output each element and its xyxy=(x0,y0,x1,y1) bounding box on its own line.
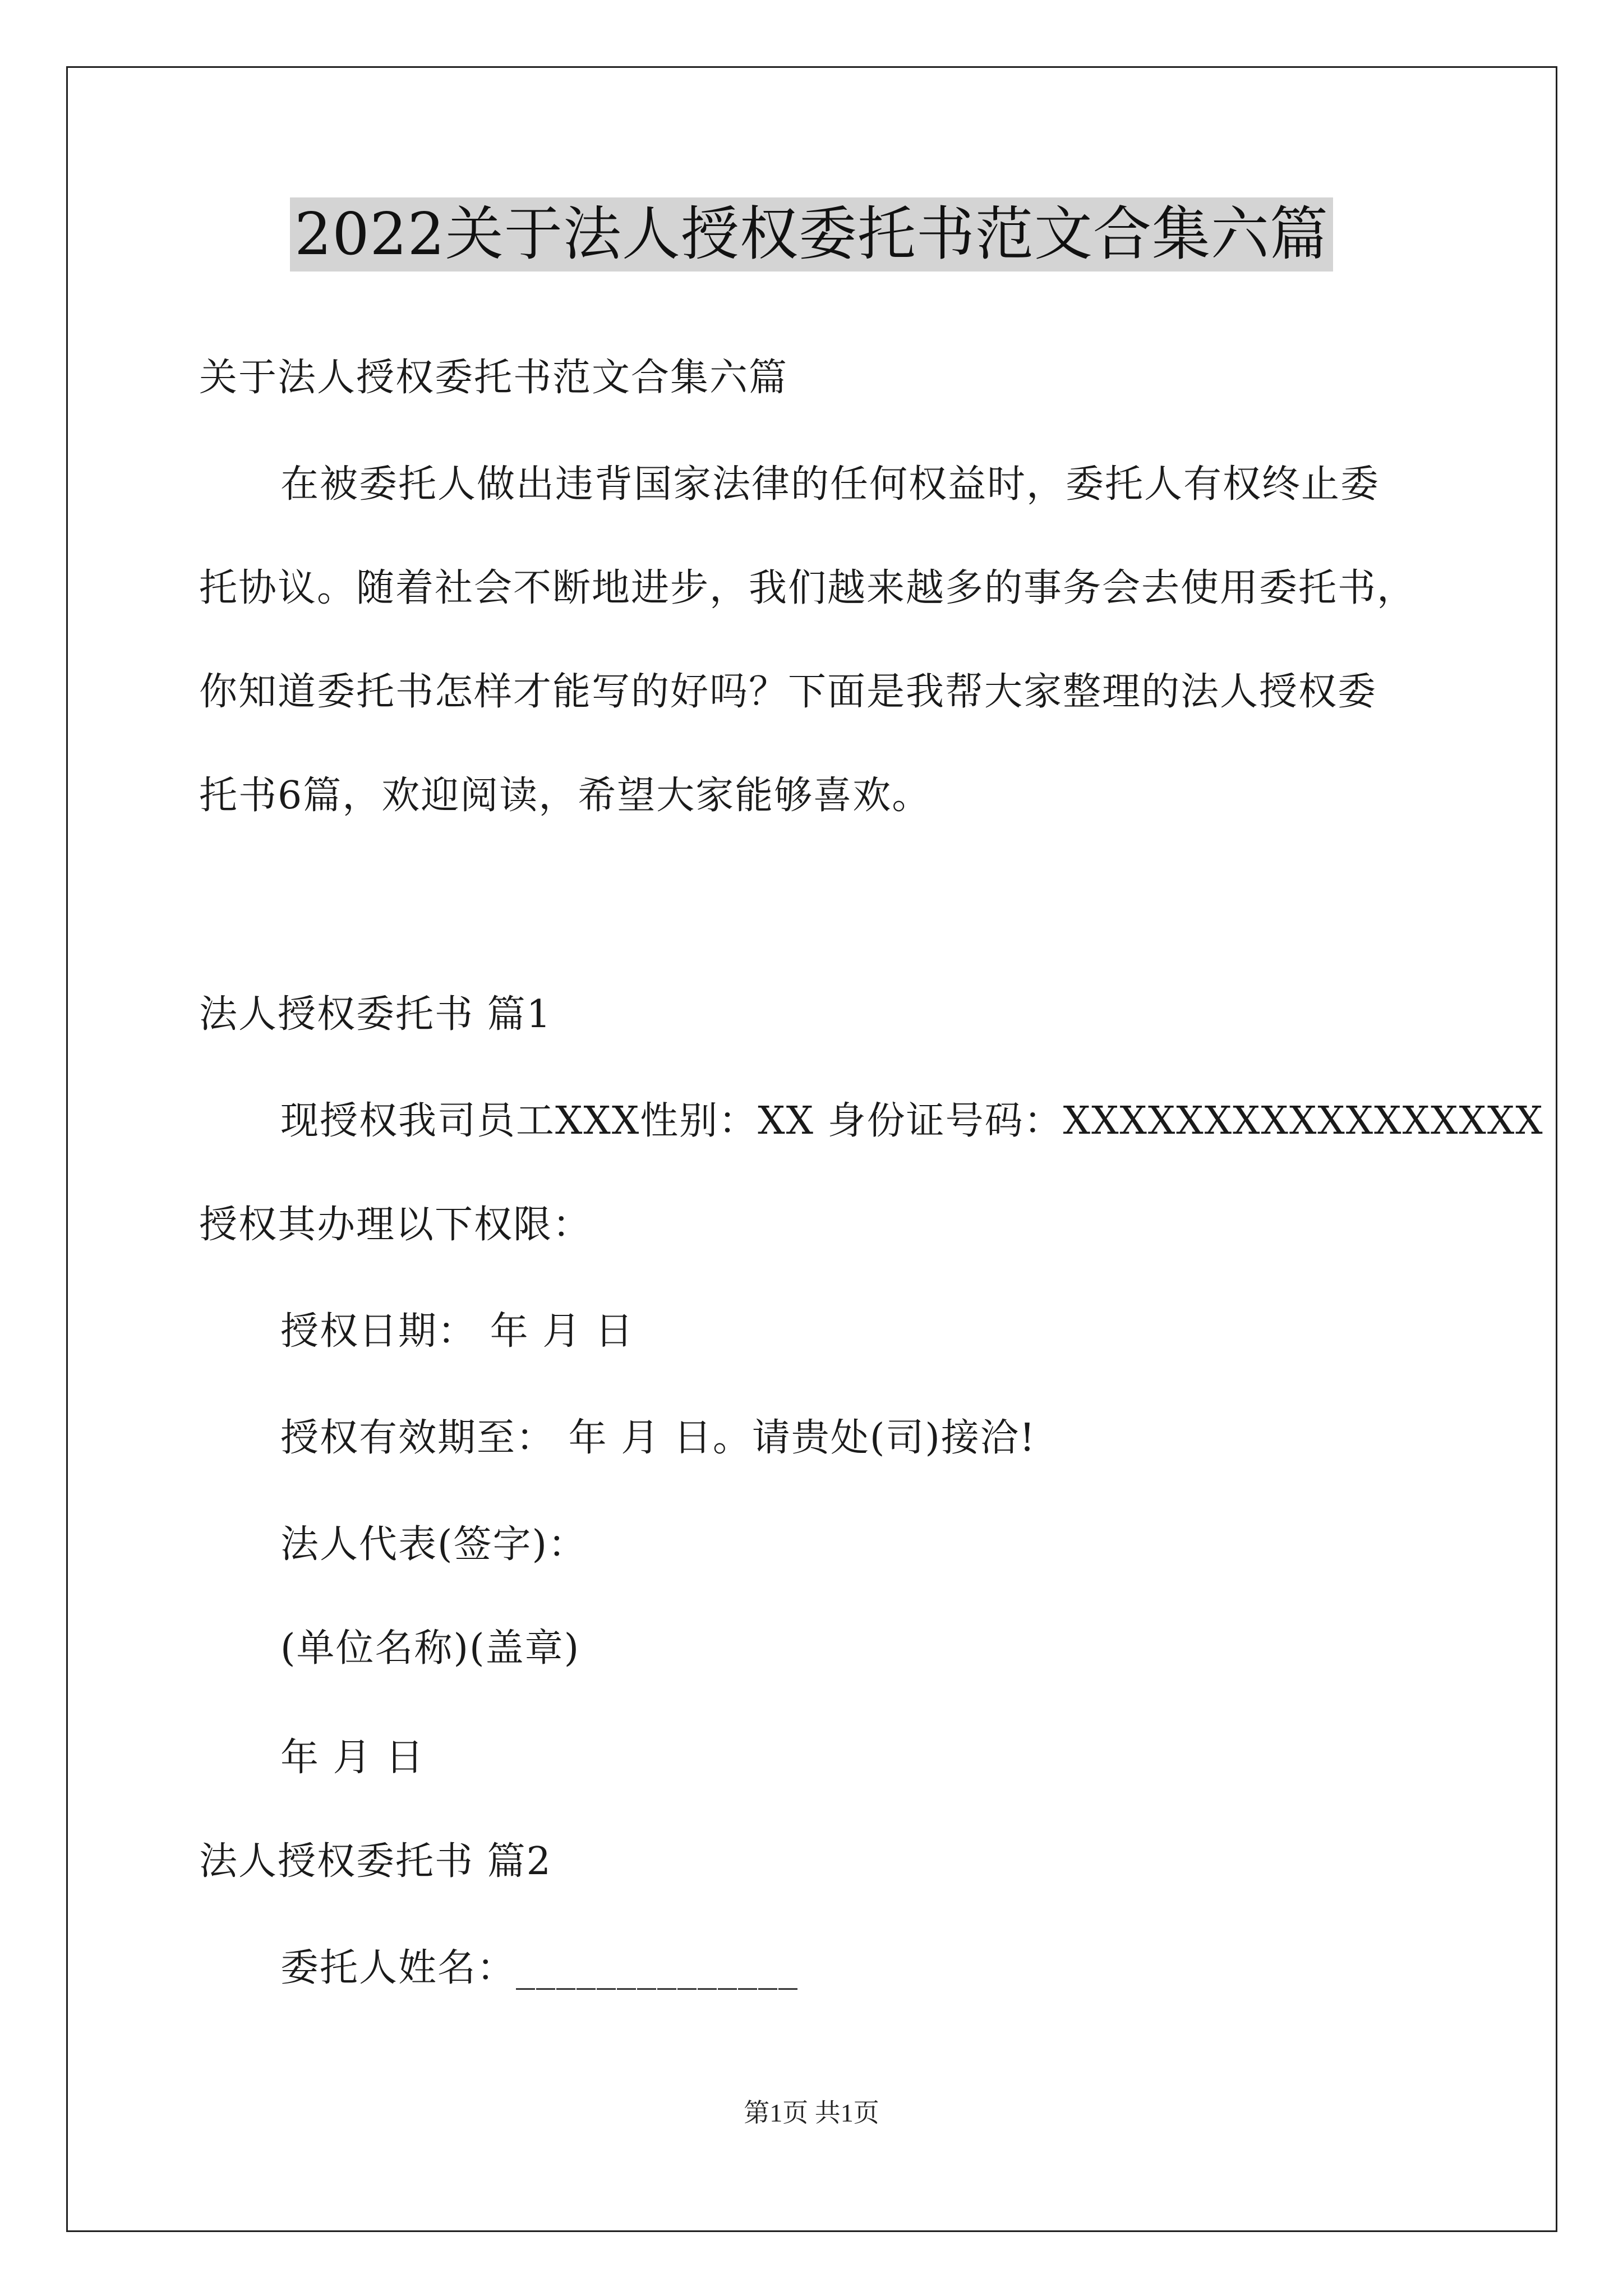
section1-line-7: 年 月 日 xyxy=(280,1736,425,1780)
section2-line-1: 委托人姓名：______________ xyxy=(280,1946,799,1990)
document-subtitle: 关于法人授权委托书范文合集六篇 xyxy=(199,356,789,400)
section1-line-5: 法人代表(签字)： xyxy=(280,1522,588,1567)
section1-line-6: (单位名称)(盖章) xyxy=(280,1626,580,1671)
section2-heading: 法人授权委托书 篇2 xyxy=(199,1839,552,1884)
section1-line-4: 授权有效期至： 年 月 日。请贵处(司)接洽! xyxy=(280,1416,1036,1460)
section1-heading: 法人授权委托书 篇1 xyxy=(199,992,552,1037)
document-title: 2022关于法人授权委托书范文合集六篇 xyxy=(290,197,1333,272)
intro-line-1: 在被委托人做出违背国家法律的任何权益时，委托人有权终止委 xyxy=(280,462,1380,507)
intro-line-3: 你知道委托书怎样才能写的好吗？下面是我帮大家整理的法人授权委 xyxy=(199,670,1377,714)
intro-line-4: 托书6篇，欢迎阅读，希望大家能够喜欢。 xyxy=(199,774,932,818)
section1-line-2: 授权其办理以下权限： xyxy=(199,1203,592,1247)
intro-line-2: 托协议。随着社会不断地进步，我们越来越多的事务会去使用委托书， xyxy=(199,566,1417,610)
section1-line-1: 现授权我司员工XXX性别：XX 身份证号码：XXXXXXXXXXXXXXXXX xyxy=(280,1099,1544,1143)
page-footer: 第1页 共1页 xyxy=(744,2099,879,2127)
title-container xyxy=(0,197,1623,272)
section1-line-3: 授权日期： 年 月 日 xyxy=(280,1309,634,1354)
